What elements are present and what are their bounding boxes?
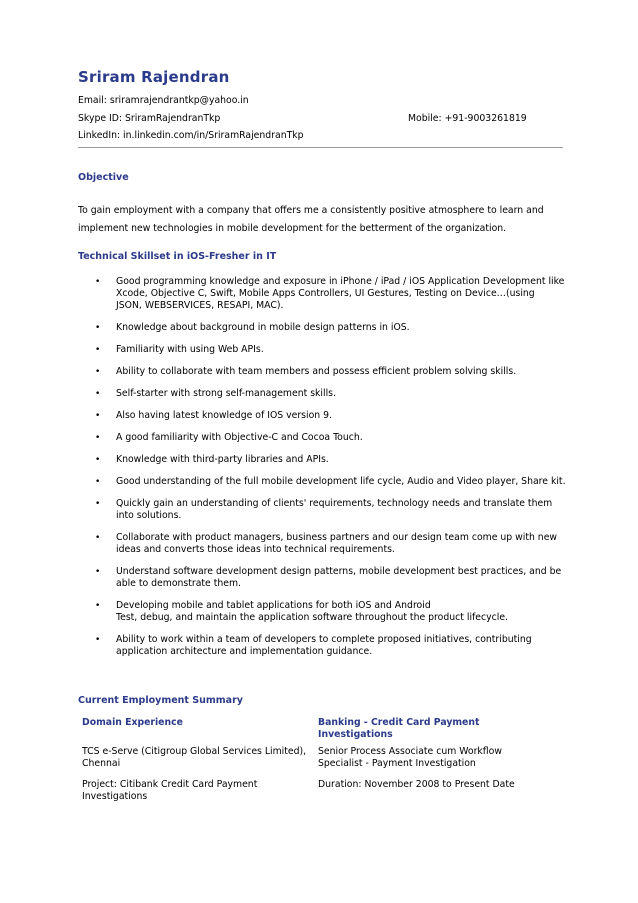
bullet-icon: • [95,567,101,577]
bullet-icon: • [95,455,101,465]
email-line: Email: sriramrajendrantkp@yahoo.in [78,95,249,106]
table-cell: Banking - Credit Card Payment Investigations [318,717,480,740]
table-cell: Senior Process Associate cum Workflow Specialist - Payment Investigation [318,746,502,769]
bullet-icon: • [95,601,101,611]
table-cell: Duration: November 2008 to Present Date [318,779,515,790]
bullet-icon: • [95,389,101,399]
skill-item [78,498,568,522]
table-cell: Domain Experience [82,717,183,728]
skill-item-line: Self-starter with strong self-management skills. [116,388,336,399]
skill-item [78,476,568,488]
table-row [78,746,538,779]
skill-item-line: Knowledge with third-party libraries and APIs. [116,454,329,465]
skill-item-line: Knowledge about background in mobile design patterns in iOS. [116,322,410,333]
bullet-icon: • [95,411,101,421]
bullet-icon: • [95,533,101,543]
objective-line-1: To gain employment with a company that offers me a consistently positive atmosphere to learn and [78,205,544,216]
skill-item-line: able to demonstrate them. [116,578,241,589]
skill-item [78,600,568,624]
table-row [78,779,538,803]
table-cell: TCS e-Serve (Citigroup Global Services Limited), Chennai [82,746,307,769]
skill-item [78,634,568,658]
skill-item-line: Ability to work within a team of developers to complete proposed initiatives, contributing [116,634,532,645]
candidate-name: Sriram Rajendran [78,68,230,86]
skill-item-line: JSON, WEBSERVICES, RESAPI, MAC). [116,300,284,311]
objective-heading: Objective [78,172,129,183]
skill-item-line: Collaborate with product managers, business partners and our design team come up with new [116,532,558,543]
skill-item [78,322,568,334]
skill-item-line: A good familiarity with Objective-C and Cocoa Touch. [116,432,363,443]
linkedin-line: LinkedIn: in.linkedin.com/in/SriramRajendranTkp [78,130,304,141]
skill-item-line: Xcode, Objective C, Swift, Mobile Apps Controllers, UI Gestures, Testing on Device…(using [116,288,535,299]
skill-item [78,410,568,422]
table-row [78,717,538,746]
mobile-line: Mobile: +91-9003261819 [408,113,527,124]
bullet-icon: • [95,367,101,377]
skill-item [78,432,568,444]
skill-item-line: Developing mobile and tablet applications for both iOS and Android [116,600,431,611]
table-cell: Project: Citibank Credit Card Payment Investigations [82,779,258,802]
header-divider [78,147,563,148]
bullet-icon: • [95,499,101,509]
skill-item [78,454,568,466]
objective-line-2: implement new technologies in mobile development for the betterment of the organization. [78,223,507,234]
bullet-icon: • [95,433,101,443]
skill-item-line: Ability to collaborate with team members and possess efficient problem solving skills. [116,366,517,377]
skype-line: Skype ID: SriramRajendranTkp [78,113,221,124]
skill-item [78,532,568,556]
bullet-icon: • [95,323,101,333]
skill-item [78,388,568,400]
skill-item [78,344,568,356]
skill-item-line: ideas and converts those ideas into technical requirements. [116,544,395,555]
skill-item-line: Understand software development design patterns, mobile development best practices, and be [116,566,562,577]
skill-item-line: Test, debug, and maintain the application software throughout the product lifecycle. [116,612,508,623]
skill-item-line: into solutions. [116,510,182,521]
bullet-icon: • [95,277,101,287]
skill-item-line: Familiarity with using Web APIs. [116,344,264,355]
employment-heading: Current Employment Summary [78,695,243,706]
bullet-icon: • [95,345,101,355]
skill-item-line: Quickly gain an understanding of clients' requirements, technology needs and translate them [116,498,553,509]
skill-item-line: Also having latest knowledge of IOS version 9. [116,410,332,421]
skill-item [78,566,568,590]
skill-item-line: Good programming knowledge and exposure in iPhone / iPad / iOS Application Development like [116,276,565,287]
skill-item-line: Good understanding of the full mobile development life cycle, Audio and Video player, Share kit. [116,476,566,487]
skills-list [78,276,568,668]
skills-heading: Technical Skillset in iOS-Fresher in IT [78,251,277,262]
skill-item-line: application architecture and implementation guidance. [116,646,373,657]
bullet-icon: • [95,477,101,487]
employment-table [78,717,538,803]
skill-item [78,276,568,312]
skill-item [78,366,568,378]
bullet-icon: • [95,635,101,645]
